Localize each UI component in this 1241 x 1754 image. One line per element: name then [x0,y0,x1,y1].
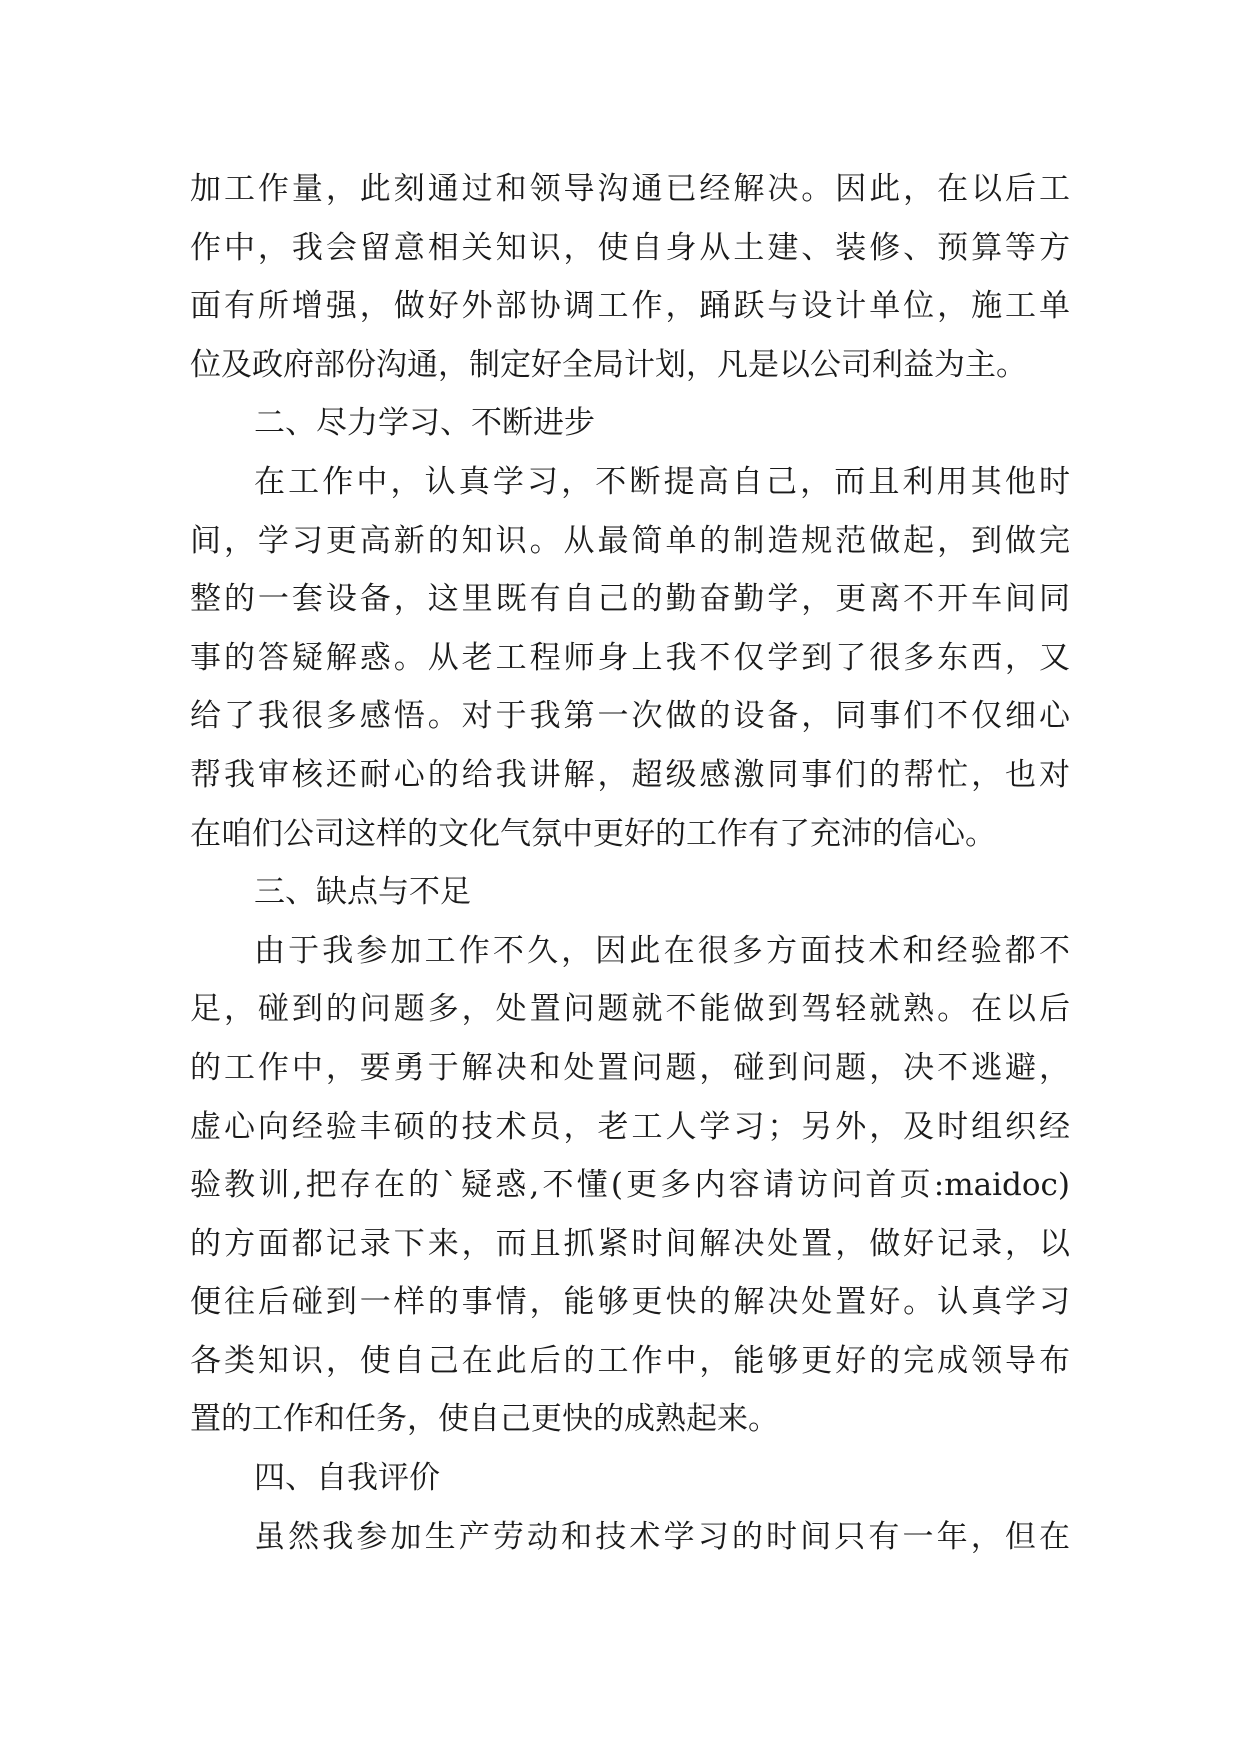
paragraph-line: 在工作中，认真学习，不断提高自己，而且利用其他时 [254,463,1070,500]
paragraph-line: 整的一套设备，这里既有自己的勤奋勤学，更离不开车间同 [190,581,1070,618]
paragraph-line: 面有所增强，做好外部协调工作，踊跃与设计单位，施工单 [190,288,1070,325]
paragraph-line: 虽然我参加生产劳动和技术学习的时间只有一年，但在 [254,1518,1070,1555]
paragraph-line: 事的答疑解惑。从老工程师身上我不仅学到了很多东西，又 [190,639,1070,676]
paragraph-line: 置的工作和任务，使自己更快的成熟起来。 [190,1401,779,1438]
paragraph-line: 虚心向经验丰硕的技术员，老工人学习；另外，及时组织经 [190,1108,1070,1145]
paragraph-line: 的工作中，要勇于解决和处置问题，碰到问题，决不逃避， [190,1049,1070,1086]
paragraph-line: 便往后碰到一样的事情，能够更快的解决处置好。认真学习 [190,1284,1070,1321]
section-heading: 三、缺点与不足 [254,874,471,911]
paragraph-line: 由于我参加工作不久，因此在很多方面技术和经验都不 [254,932,1070,969]
paragraph-line: 验教训,把存在的`疑惑,不懂(更多内容请访问首页:maidoc) [190,1167,1070,1204]
document-body [190,160,1070,1566]
paragraph-line: 作中，我会留意相关知识，使自身从土建、装修、预算等方 [190,229,1070,266]
paragraph-line: 的方面都记录下来，而且抓紧时间解决处置，做好记录，以 [190,1225,1070,1262]
section-heading: 四、自我评价 [254,1460,440,1497]
paragraph-line: 各类知识，使自己在此后的工作中，能够更好的完成领导布 [190,1342,1070,1379]
paragraph-line: 帮我审核还耐心的给我讲解，超级感激同事们的帮忙，也对 [190,756,1070,793]
paragraph-line: 间，学习更高新的知识。从最简单的制造规范做起，到做完 [190,522,1070,559]
paragraph-line: 位及政府部份沟通，制定好全局计划，凡是以公司利益为主。 [190,346,1027,383]
paragraph-line: 加工作量，此刻通过和领导沟通已经解决。因此，在以后工 [190,171,1070,207]
paragraph-line: 在咱们公司这样的文化气氛中更好的工作有了充沛的信心。 [190,815,996,852]
paragraph-line: 给了我很多感悟。对于我第一次做的设备，同事们不仅细心 [190,698,1070,735]
section-heading: 二、尽力学习、不断进步 [254,405,595,442]
paragraph-line: 足，碰到的问题多，处置问题就不能做到驾轻就熟。在以后 [190,991,1070,1028]
